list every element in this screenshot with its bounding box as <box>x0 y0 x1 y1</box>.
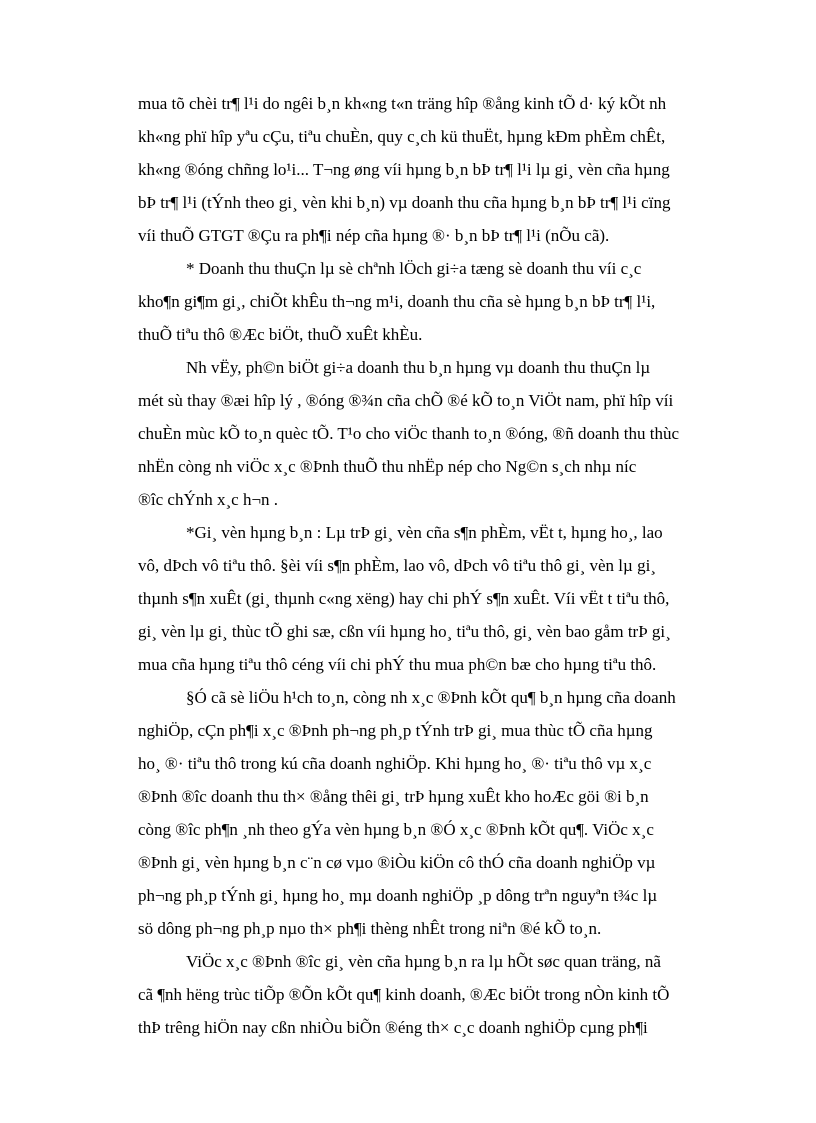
text-line: thuÕ tiªu thô ®Æc biÖt, thuÕ xuÊt khÈu. <box>138 325 423 344</box>
text-line: kh«ng phï hîp yªu cÇu, tiªu chuÈn, quy c¸ch kü thuËt, hµng kÐm phÈm chÊt, <box>138 127 666 146</box>
text-line: kho¶n gi¶m gi¸, chiÕt khÊu th¬ng m¹i, doanh thu cña sè hµng b¸n bÞ tr¶ l¹i, <box>138 292 656 311</box>
text-line: ®Þnh ®îc doanh thu th× ®ång thêi gi¸ trÞ hµng xuÊt kho hoÆc göi ®i b¸n <box>138 787 649 806</box>
text-line: sö dông ph¬ng ph¸p nµo th× ph¶i thèng nhÊt trong niªn ®é kÕ to¸n. <box>138 919 602 938</box>
text-line: nhËn còng nh viÖc x¸c ®Þnh thuÕ thu nhËp nép cho Ng©n s¸ch nhµ níc <box>138 457 637 476</box>
text-line: bÞ tr¶ l¹i (tÝnh theo gi¸ vèn khi b¸n) vµ doanh thu cña hµng b¸n bÞ tr¶ l¹i cïng <box>138 193 671 212</box>
text-line: thµnh s¶n xuÊt (gi¸ thµnh c«ng xëng) hay chi phÝ s¶n xuÊt. Víi vËt t tiªu thô, <box>138 589 670 608</box>
text-line: *Gi¸ vèn hµng b¸n : Lµ trÞ gi¸ vèn cña s¶n phÈm, vËt t, hµng ho¸, lao <box>186 523 663 542</box>
text-line: ho¸ ®· tiªu thô trong kú cña doanh nghiÖp. Khi hµng ho¸ ®· tiªu thô vµ x¸c <box>138 754 652 773</box>
text-line: chuÈn mùc kÕ to¸n quèc tÕ. T¹o cho viÖc thanh to¸n ®óng, ®ñ doanh thu thùc <box>138 424 679 443</box>
text-line: ph¬ng ph¸p tÝnh gi¸ hµng ho¸ mµ doanh nghiÖp ¸p dông trªn nguyªn t¾c lµ <box>138 886 658 905</box>
text-line: thÞ trêng hiÖn nay cßn nhiÒu biÕn ®éng th× c¸c doanh nghiÖp cµng ph¶i <box>138 1018 648 1037</box>
text-line: mua tõ chèi tr¶ l¹i do ngêi b¸n kh«ng t«n träng hîp ®ång kinh tÕ d· ký kÕt nh <box>138 94 667 113</box>
text-line: mua cña hµng tiªu thô céng víi chi phÝ thu mua ph©n bæ cho hµng tiªu thô. <box>138 655 657 674</box>
text-line: kh«ng ®óng chñng lo¹i... T¬ng øng víi hµng b¸n bÞ tr¶ l¹i lµ gi¸ vèn cña hµng <box>138 160 670 179</box>
text-line: víi thuÕ GTGT ®Çu ra ph¶i nép cña hµng ®· b¸n bÞ tr¶ l¹i (nÕu cã). <box>138 226 610 245</box>
text-line: * Doanh thu thuÇn lµ sè chªnh lÖch gi÷a tæng sè doanh thu víi c¸c <box>186 259 642 278</box>
text-line: ®îc chÝnh x¸c h¬n . <box>138 490 279 509</box>
text-line: ViÖc x¸c ®Þnh ®îc gi¸ vèn cña hµng b¸n ra lµ hÕt søc quan träng, nã <box>186 952 661 971</box>
text-line: nghiÖp, cÇn ph¶i x¸c ®Þnh ph¬ng ph¸p tÝnh trÞ gi¸ mua thùc tÕ cña hµng <box>138 721 653 740</box>
text-line: còng ®îc ph¶n ¸nh theo gÝa vèn hµng b¸n ®Ó x¸c ®Þnh kÕt qu¶. ViÖc x¸c <box>138 820 654 839</box>
text-line: §Ó cã sè liÖu h¹ch to¸n, còng nh x¸c ®Þnh kÕt qu¶ b¸n hµng cña doanh <box>186 688 676 707</box>
text-line: Nh vËy, ph©n biÖt gi÷a doanh thu b¸n hµng vµ doanh thu thuÇn lµ <box>186 358 651 377</box>
text-line: ®Þnh gi¸ vèn hµng b¸n c¨n cø vµo ®iÒu kiÖn cô thÓ cña doanh nghiÖp vµ <box>138 853 656 872</box>
text-line: vô, dÞch vô tiªu thô. §èi víi s¶n phÈm, lao vô, dÞch vô tiªu thô gi¸ vèn lµ gi¸ <box>138 556 656 575</box>
text-line: gi¸ vèn lµ gi¸ thùc tÕ ghi sæ, cßn víi hµng ho¸ tiªu thô, gi¸ vèn bao gåm trÞ gi¸ <box>138 622 671 641</box>
text-line: mét sù thay ®æi hîp lý , ®óng ®¾n cña chÕ ®é kÕ to¸n ViÖt nam, phï hîp víi <box>138 391 674 410</box>
text-line: cã ¶nh hëng trùc tiÕp ®Õn kÕt qu¶ kinh doanh, ®Æc biÖt trong nÒn kinh tÕ <box>138 985 670 1004</box>
